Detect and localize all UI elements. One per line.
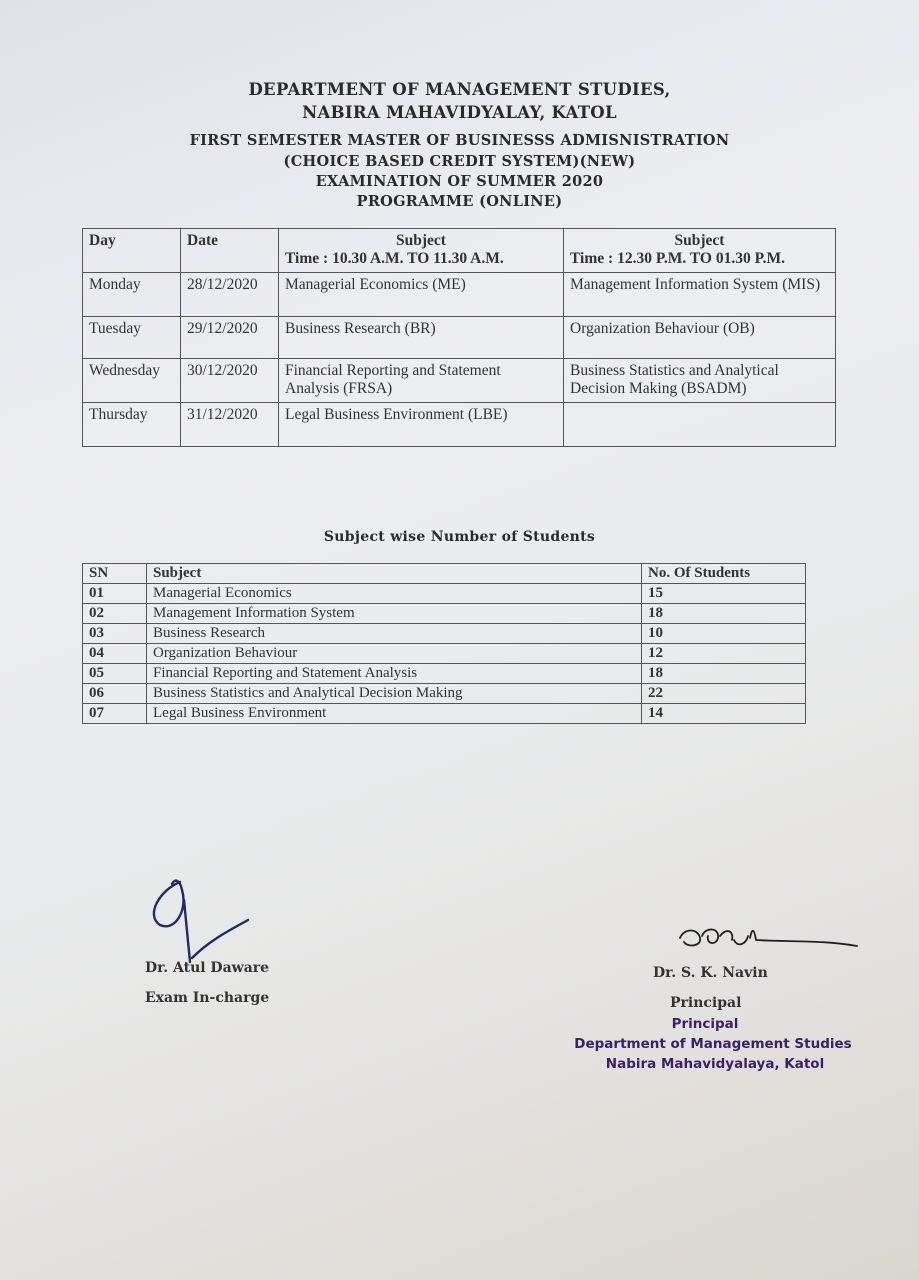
header-date: Date bbox=[181, 229, 279, 273]
principal-role: Principal bbox=[670, 995, 742, 1011]
exam-incharge-role: Exam In-charge bbox=[145, 990, 270, 1006]
table-row bbox=[83, 664, 806, 684]
cell-sn: 04 bbox=[83, 644, 147, 664]
stamp-title: Principal bbox=[671, 1016, 739, 1032]
header-sn: SN bbox=[83, 564, 147, 584]
header-day: Day bbox=[83, 229, 181, 273]
cell-day: Monday bbox=[83, 273, 181, 317]
cell-subject-afternoon: Management Information System (MIS) bbox=[564, 273, 836, 317]
table-row bbox=[83, 624, 806, 644]
cell-subject: Legal Business Environment bbox=[147, 704, 642, 724]
cell-date: 29/12/2020 bbox=[181, 317, 279, 359]
table-row bbox=[83, 359, 836, 403]
cell-subject-morning: Business Research (BR) bbox=[279, 317, 564, 359]
table-row bbox=[83, 403, 836, 447]
header-subject: Subject bbox=[147, 564, 642, 584]
cell-subject-afternoon: Business Statistics and Analytical Decision Making (BSADM) bbox=[564, 359, 836, 403]
cell-subject-morning: Legal Business Environment (LBE) bbox=[279, 403, 564, 447]
exam-course-line: FIRST SEMESTER MASTER OF BUSINESSS ADMISNISTRATION bbox=[189, 132, 730, 149]
cell-subject-afternoon: Organization Behaviour (OB) bbox=[564, 317, 836, 359]
table-row bbox=[83, 644, 806, 664]
cell-subject: Business Statistics and Analytical Decision Making bbox=[147, 684, 642, 704]
header-subject-afternoon bbox=[564, 229, 836, 273]
cell-subject: Financial Reporting and Statement Analysis bbox=[147, 664, 642, 684]
cell-sn: 06 bbox=[83, 684, 147, 704]
cell-student-count: 18 bbox=[642, 664, 806, 684]
table-row bbox=[83, 704, 806, 724]
table-row bbox=[83, 684, 806, 704]
cell-sn: 03 bbox=[83, 624, 147, 644]
exam-incharge-signature bbox=[140, 870, 270, 970]
schedule-header-row bbox=[83, 229, 836, 273]
stamp-department: Department of Management Studies bbox=[574, 1036, 852, 1052]
header-time-morning: Time : 10.30 A.M. TO 11.30 A.M. bbox=[285, 250, 504, 267]
header-student-count: No. Of Students bbox=[642, 564, 806, 584]
cell-sn: 07 bbox=[83, 704, 147, 724]
table-row bbox=[83, 273, 836, 317]
cell-day: Wednesday bbox=[83, 359, 181, 403]
cell-subject: Management Information System bbox=[147, 604, 642, 624]
cell-date: 31/12/2020 bbox=[181, 403, 279, 447]
cell-date: 28/12/2020 bbox=[181, 273, 279, 317]
cell-subject-morning: Financial Reporting and Statement Analysis (FRSA) bbox=[279, 359, 564, 403]
programme-line: PROGRAMME (ONLINE) bbox=[356, 193, 563, 210]
exam-system-line: (CHOICE BASED CREDIT SYSTEM)(NEW) bbox=[283, 153, 636, 170]
stamp-college: Nabira Mahavidyalaya, Katol bbox=[605, 1056, 825, 1072]
cell-student-count: 15 bbox=[642, 584, 806, 604]
header-time-afternoon: Time : 12.30 P.M. TO 01.30 P.M. bbox=[570, 250, 786, 267]
cell-student-count: 18 bbox=[642, 604, 806, 624]
table-row bbox=[83, 584, 806, 604]
cell-sn: 01 bbox=[83, 584, 147, 604]
cell-sn: 02 bbox=[83, 604, 147, 624]
cell-subject-morning: Managerial Economics (ME) bbox=[279, 273, 564, 317]
cell-student-count: 22 bbox=[642, 684, 806, 704]
college-name: NABIRA MAHAVIDYALAY, KATOL bbox=[302, 103, 617, 122]
cell-subject: Organization Behaviour bbox=[147, 644, 642, 664]
cell-day: Tuesday bbox=[83, 317, 181, 359]
cell-day: Thursday bbox=[83, 403, 181, 447]
student-count-table bbox=[82, 563, 806, 724]
count-header-row bbox=[83, 564, 806, 584]
cell-student-count: 10 bbox=[642, 624, 806, 644]
cell-date: 30/12/2020 bbox=[181, 359, 279, 403]
students-table-title: Subject wise Number of Students bbox=[323, 529, 596, 545]
principal-signature bbox=[672, 918, 862, 958]
principal-name: Dr. S. K. Navin bbox=[653, 965, 768, 981]
cell-student-count: 12 bbox=[642, 644, 806, 664]
header-subject-morning bbox=[279, 229, 564, 273]
department-title: DEPARTMENT OF MANAGEMENT STUDIES, bbox=[248, 80, 671, 99]
cell-subject: Business Research bbox=[147, 624, 642, 644]
header-subject-label: Subject bbox=[396, 232, 446, 249]
exam-session-line: EXAMINATION OF SUMMER 2020 bbox=[315, 173, 604, 190]
cell-student-count: 14 bbox=[642, 704, 806, 724]
cell-sn: 05 bbox=[83, 664, 147, 684]
exam-incharge-name: Dr. Atul Daware bbox=[145, 960, 270, 976]
table-row bbox=[83, 604, 806, 624]
header-subject-label: Subject bbox=[674, 232, 725, 249]
table-row bbox=[83, 317, 836, 359]
cell-subject: Managerial Economics bbox=[147, 584, 642, 604]
exam-schedule-table bbox=[82, 228, 836, 447]
cell-subject-afternoon bbox=[564, 403, 836, 447]
